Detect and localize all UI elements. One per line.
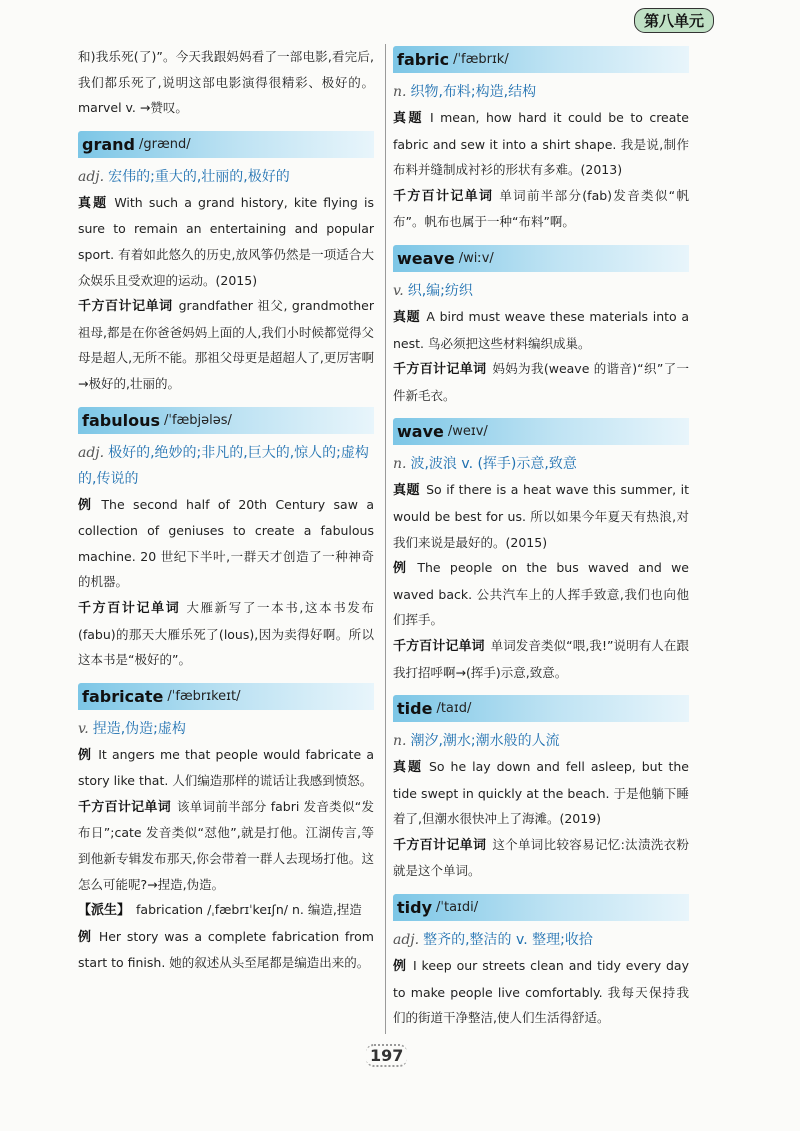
headword: grand [82,134,135,154]
line-tag: 千方百计记单词 [78,600,181,616]
part-of-speech: n. [393,456,407,473]
headword: fabricate [82,686,164,706]
definition-text: 宏伟的;重大的,壮丽的,极好的 [108,168,290,185]
line-tag: 千方百计记单词 [393,362,487,378]
part-of-speech: v. [393,282,404,299]
entry-line [393,105,689,183]
line-tag: 例 [78,497,96,513]
part-of-speech: n. [393,84,407,100]
page-number: 197 [366,1044,407,1067]
line-tag: 真题 [393,760,423,776]
line-tag: 千方百计记单词 [78,799,171,815]
definition [393,451,689,477]
line-tag: 例 [393,561,412,577]
intro-paragraph: 和)我乐死(了)”。今天我跟妈妈看了一部电影,看完后,我们都乐死了,说明这部电影演得很精彩、极好的。marvel v. →赞叹。 [78,49,374,116]
phonetic: /wiːv/ [458,250,494,266]
definition-text: 整齐的,整洁的 v. 整理;收拾 [423,932,593,949]
entry-line [393,633,689,685]
definition-text: 潮汐,潮水;潮水般的人流 [410,733,560,750]
headword: weave [397,248,455,268]
line-text: The second half of 20th Century saw a collection of geniuses to create a fabulous machine. 20 世纪下半叶,一群天才创造了一种神奇的机器。 [78,496,374,590]
entry-line [78,492,374,595]
headword-bar-weave [393,245,689,272]
part-of-speech: adj. [78,168,105,185]
headword-bar-tide [393,695,689,722]
definition-text: 波,波浪 v. (挥手)示意,致意 [410,456,577,473]
headword-bar-fabricate [78,683,374,710]
line-tag: 例 [393,959,407,975]
part-of-speech: v. [78,720,89,737]
entry-line [78,794,374,897]
headword: tide [397,699,433,719]
phonetic: /ˈtaɪdi/ [436,900,479,916]
headword: fabric [397,50,450,69]
line-text: 大雁新写了一本书,这本书发布(fabu)的那天大雁乐死了(lous),因为卖得好啊。所以这本书是“极好的”。 [78,599,374,668]
entry-line [393,754,689,832]
line-text: It angers me that people would fabricate a story like that. 人们编造那样的谎话让我感到愤怒。 [78,746,374,789]
line-text: So he lay down and fell asleep, but the tide swept in quickly at the beach. 于是他躺下睡着了,但潮水很快冲上了海滩。(2019) [393,759,689,827]
line-text: With such a grand history, kite flying is sure to remain an entertaining and popular sport. 有着如此悠久的历史,放风筝仍然是一项适合大众娱乐且受欢迎的运动。(2015) [78,194,374,288]
phonetic: /ˈfæbrɪk/ [453,52,509,67]
definition [393,927,689,953]
line-text: 这个单词比较容易记忆:汰渍洗衣粉就是这个单词。 [393,836,689,879]
entry-line [393,477,689,555]
entry-line [393,953,689,1031]
headword: wave [397,422,444,442]
line-tag: 千方百计记单词 [393,638,485,654]
left-column [78,44,374,976]
part-of-speech: adj. [393,932,420,949]
line-text: 单词发音类似“喂,我!”说明有人在跟我打招呼啊→(挥手)示意,致意。 [393,637,689,680]
phonetic: /ˈfæbjələs/ [164,412,232,428]
phonetic: /grænd/ [138,136,191,152]
definition [393,79,689,105]
headword: fabulous [82,410,160,430]
definition-text: 织物,布料;构造,结构 [410,84,537,100]
entry-line [393,183,689,235]
right-column [393,44,689,1031]
entry-line [393,555,689,633]
phonetic: /weɪv/ [447,424,488,440]
line-text: A bird must weave these materials into a nest. 鸟必须把这些材料编织成巢。 [393,308,689,351]
definition-text: 极好的,绝妙的;非凡的,巨大的,惊人的;虚构的,传说的 [78,444,369,487]
definition [393,278,689,304]
definition [78,716,374,742]
headword-bar-tidy [393,894,689,921]
definition-text: 织,编;纺织 [407,282,473,299]
entry-line [78,924,374,976]
definition [393,728,689,754]
line-text: I keep our streets clean and tidy every day to make people live comfortably. 我每天保持我们的街道干净整洁,使人们生活得舒适。 [393,958,689,1026]
entry-line [78,190,374,293]
headword-bar-grand [78,131,374,158]
line-text: 妈妈为我(weave 的谐音)“织”了一件新毛衣。 [393,361,689,403]
line-tag: 千方百计记单词 [393,188,494,204]
definition [78,440,374,492]
line-text: fabrication /ˌfæbrɪˈkeɪʃn/ n. 编造,捏造 [136,902,362,918]
line-text: grandfather 祖父, grandmother 祖母,都是在你爸爸妈妈上面的人,我们小时候都觉得父母是超人,无所不能。那祖父母更是超超人了,更厉害啊→极好的,壮丽的。 [78,298,374,391]
line-tag: 真题 [393,309,421,325]
line-tag: 真题 [78,195,109,211]
headword-bar-wave [393,418,689,445]
part-of-speech: n. [393,733,407,750]
phonetic: /ˈfæbrɪkeɪt/ [167,688,241,704]
line-text: Her story was a complete fabrication from start to finish. 她的叙述从头至尾都是编造出来的。 [78,928,374,971]
line-text: So if there is a heat wave this summer, it would be best for us. 所以如果今年夏天有热浪,对我们来说是最好的。(2015) [393,482,689,550]
unit-badge: 第八单元 [634,8,714,33]
entry-line [78,897,374,924]
line-text: 该单词前半部分 fabri 发音类似“发布日”;cate 发音类似“怼他”,就是打他。江湖传言,等到他新专辑发布那天,你会带着一群人去现场打他。这怎么可能呢?→捏造,伪造。 [78,798,374,892]
line-tag: 真题 [393,483,421,499]
entry-line [78,293,374,396]
line-text: I mean, how hard it could be to create fabric and sew it into a shirt shape. 我是说,制作布料并缝制成衬衫的形状有多难。(2013) [393,110,689,178]
line-tag: 千方百计记单词 [393,837,487,853]
entry-line [78,742,374,794]
line-tag: 千方百计记单词 [78,299,173,315]
headword-bar-fabulous [78,407,374,434]
part-of-speech: adj. [78,444,105,461]
definition-text: 捏造,伪造;虚构 [92,720,186,737]
phonetic: /taɪd/ [436,701,472,717]
entry-line [393,356,689,408]
definition [78,164,374,190]
headword-bar-fabric [393,46,689,73]
entry-line [78,595,374,673]
line-tag: 例 [78,747,93,763]
entry-line [393,304,689,356]
headword: tidy [397,898,433,918]
line-tag: 【派生】 [78,903,131,919]
entry-line [393,832,689,884]
line-tag: 例 [78,929,93,945]
column-divider [385,44,386,1034]
line-text: 单词前半部分(fab)发音类似“帆布”。帆布也属于一种“布料”啊。 [393,187,689,230]
line-text: The people on the bus waved and we waved back. 公共汽车上的人挥手致意,我们也向他们挥手。 [393,560,689,628]
line-tag: 真题 [393,111,424,126]
